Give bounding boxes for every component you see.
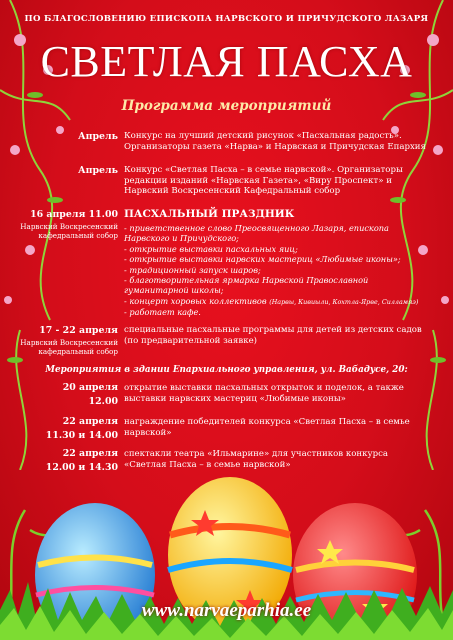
list-item: - открытие выставки пасхальных яиц; bbox=[124, 243, 298, 254]
children-description: специальные пасхальные программы для детей из детских садов (по предварительной заявке) bbox=[124, 325, 422, 346]
diocese-event-time: 12.00 bbox=[88, 396, 118, 407]
list-item: гуманитарной школы; bbox=[124, 285, 224, 296]
feast-heading: ПАСХАЛЬНЫЙ ПРАЗДНИК bbox=[124, 208, 295, 220]
diocese-event-time: 12.00 и 14.30 bbox=[45, 462, 118, 473]
diocese-event-date: 20 апреля bbox=[62, 382, 118, 393]
poster-title: СВЕТЛАЯ ПАСХА bbox=[40, 37, 413, 86]
diocese-event-date: 22 апреля bbox=[62, 448, 118, 459]
diocese-heading: Мероприятия в здании Епархиального управления, ул. Вабадусе, 20: bbox=[45, 365, 408, 375]
list-item: - работает кафе. bbox=[124, 307, 201, 318]
list-item: - благотворительная ярмарка Нарвской Православной bbox=[124, 275, 369, 286]
event-date: Апрель bbox=[78, 131, 118, 142]
choir-cities-note: (Нарвы, Кивиыли, Кохтла-Ярве, Силламяэ) bbox=[269, 297, 419, 306]
event-description: Конкурс «Светлая Пасха – в семье нарвской». Организаторы редакции изданий «Нарвская Газета», «Виру Проспект» и Нарвский Воскресенский Кафедральный собор bbox=[124, 165, 403, 196]
diocese-event-date: 22 апреля bbox=[62, 416, 118, 427]
list-item: - концерт хоровых коллективов (Нарвы, Кивиыли, Кохтла-Ярве, Силламяэ) bbox=[124, 295, 419, 306]
event-date: Апрель bbox=[78, 165, 118, 176]
list-item: - открытие выставки нарвских мастериц «Любимые иконы»; bbox=[124, 254, 401, 265]
diocese-event-description: награждение победителей конкурса «Светлая Пасха – в семье нарвской» bbox=[124, 417, 410, 438]
poster-subtitle: Программа мероприятий bbox=[121, 98, 332, 114]
feast-venue: Нарвский Воскресенский кафедральный собор bbox=[20, 222, 118, 240]
list-item: Нарвского и Причудского; bbox=[124, 233, 239, 244]
diocese-event-description: спектакли театра «Ильмарине» для участников конкурса «Светлая Пасха – в семье нарвской» bbox=[124, 449, 389, 470]
feast-date: 16 апреля 11.00 bbox=[30, 209, 118, 220]
list-item: - приветственное слово Преосвященного Лазаря, епископа bbox=[124, 223, 389, 233]
list-item: - традиционный запуск шаров; bbox=[124, 264, 261, 275]
blessing-line: ПО БЛАГОСЛОВЕНИЮ ЕПИСКОПА НАРВСКОГО И ПРИЧУДСКОГО ЛАЗАРЯ bbox=[24, 14, 429, 24]
diocese-event-description: открытие выставки пасхальных открыток и поделок, а также выставки нарвских мастериц «Любимые иконы» bbox=[124, 383, 404, 404]
feast-program-list bbox=[124, 223, 444, 318]
children-venue: Нарвский Воскресенский кафедральный собор bbox=[20, 338, 118, 356]
event-description: Конкурс на лучший детский рисунок «Пасхальная радость». Организаторы газета «Нарва» и Нарвская и Причудская Епархия bbox=[124, 131, 426, 152]
children-date: 17 - 22 апреля bbox=[39, 325, 118, 336]
website-link[interactable]: www.narvaeparhia.ee bbox=[141, 600, 312, 621]
diocese-event-time: 11.30 и 14.00 bbox=[45, 430, 118, 441]
